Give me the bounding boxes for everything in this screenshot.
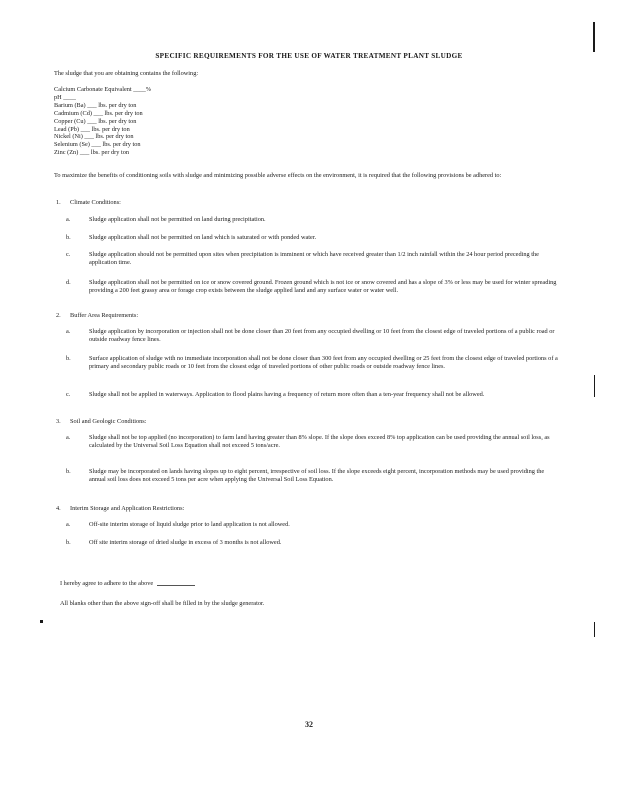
- item-text: Sludge application shall not be permitted on land during precipitation.: [89, 216, 266, 223]
- scan-edge-mark-bottom: [594, 622, 595, 637]
- signature-blank[interactable]: [157, 585, 195, 586]
- item-label: d.: [66, 279, 71, 286]
- contents-item: Selenium (Se) ___ lbs. per dry ton: [54, 141, 141, 149]
- item-text: Sludge shall not be top applied (no incorporation) to farm land having greater than 8% slope. If the slope does exceed 8% top application can be used providing the annual soil loss, as calculated by the Universal Soil Loss Equation shall not exceed 5 tons/acre.: [89, 434, 550, 450]
- section-heading: [56, 418, 146, 425]
- item-text: Surface application of sludge with no immediate incorporation shall not be done closer than 300 feet from any occupied dwelling or 25 feet from the closest edge of traveled portions of a primary and secondary public roads or 10 feet from the closest edge of traveled portions of other public roads or outside roadway fence lines.: [89, 355, 558, 371]
- item-label: c.: [66, 391, 71, 398]
- contents-item: Lead (Pb) ___ lbs. per dry ton: [54, 125, 130, 133]
- item-label: a.: [66, 434, 71, 441]
- intro-text: The sludge that you are obtaining contains the following:: [54, 70, 199, 77]
- item-label: b.: [66, 355, 71, 362]
- item-label: a.: [66, 216, 71, 223]
- sludge-contents-list: [54, 86, 151, 157]
- item-text: Off-site interim storage of liquid sludge prior to land application is not allowed.: [89, 521, 290, 528]
- section-heading: [56, 505, 184, 512]
- item-text: Sludge shall not be applied in waterways. Application to flood plains having a frequency of return more often than a ten-year frequency shall not be allowed.: [89, 391, 485, 398]
- footer-note: All blanks other than the above sign-off shall be filled in by the sludge generator.: [60, 600, 265, 607]
- item-label: b.: [66, 539, 71, 546]
- section-title: Interim Storage and Application Restrictions:: [70, 505, 185, 512]
- contents-item: Cadmium (Cd) ___ lbs. per dry ton: [54, 109, 143, 117]
- scan-speck: [40, 620, 43, 623]
- item-text: Sludge application shall not be permitted on land which is saturated or with ponded water.: [89, 234, 317, 241]
- scan-edge-mark-middle: [594, 375, 595, 397]
- page-number: 32: [305, 720, 313, 729]
- item-text: Off site interim storage of dried sludge in excess of 3 months is not allowed.: [89, 539, 282, 546]
- item-label: c.: [66, 251, 71, 258]
- purpose-paragraph: To maximize the benefits of conditioning soils with sludge and minimizing possible adverse effects on the environment, it is required that the following provisions be adhered to:: [54, 172, 502, 179]
- item-label: a.: [66, 521, 71, 528]
- section-number: 1.: [56, 199, 61, 206]
- section-number: 4.: [56, 505, 61, 512]
- contents-item: pH ____: [54, 93, 76, 101]
- item-text: Sludge application should not be permitted upon sites when precipitation is imminent or which have received greater than 1/2 inch rainfall within the 24 hour period preceding the application time.: [89, 251, 539, 267]
- contents-item: Barium (Ba) ___ lbs. per dry ton: [54, 101, 137, 109]
- item-label: b.: [66, 468, 71, 475]
- section-title: Buffer Area Requirements:: [70, 312, 139, 319]
- contents-item: Zinc (Zn) ___ lbs. per dry ton: [54, 149, 130, 157]
- agreement-text: I hereby agree to adhere to the above: [60, 580, 154, 587]
- section-title: Soil and Geologic Conditions:: [70, 418, 147, 425]
- section-number: 2.: [56, 312, 61, 319]
- section-heading: [56, 199, 121, 206]
- section-heading: [56, 312, 138, 319]
- item-text: Sludge may be incorporated on lands having slopes up to eight percent, irrespective of soil loss. If the slope exceeds eight percent, incorporation methods may be used providing the annual soil loss does not exceed 5 tons per acre when applying the Universal Soil Loss Equation.: [89, 468, 545, 484]
- item-text: Sludge application shall not be permitted on ice or snow covered ground. Frozen ground which is not ice or snow covered and has a slope of 3% or less may be used for winter spreading providing a 200 feet grassy area or forage crop exists between the sludge applied land and any surface water or water well.: [89, 279, 557, 295]
- contents-item: Nickel (Ni) ___ lbs. per dry ton: [54, 133, 134, 141]
- document-title: SPECIFIC REQUIREMENTS FOR THE USE OF WATER TREATMENT PLANT SLUDGE: [155, 52, 463, 60]
- agreement-line: [60, 580, 195, 588]
- contents-item: Copper (Cu) ___ lbs. per dry ton: [54, 117, 137, 125]
- item-label: a.: [66, 328, 71, 335]
- item-label: b.: [66, 234, 71, 241]
- item-text: Sludge application by incorporation or injection shall not be done closer than 20 feet from any occupied dwelling or 10 feet from the closest edge of traveled portions of a public road or outside roadway fence lines.: [89, 328, 555, 344]
- scan-edge-mark-top: [593, 22, 595, 52]
- section-number: 3.: [56, 418, 61, 425]
- contents-item: Calcium Carbonate Equivalent ____%: [54, 86, 152, 93]
- section-title: Climate Conditions:: [70, 199, 121, 206]
